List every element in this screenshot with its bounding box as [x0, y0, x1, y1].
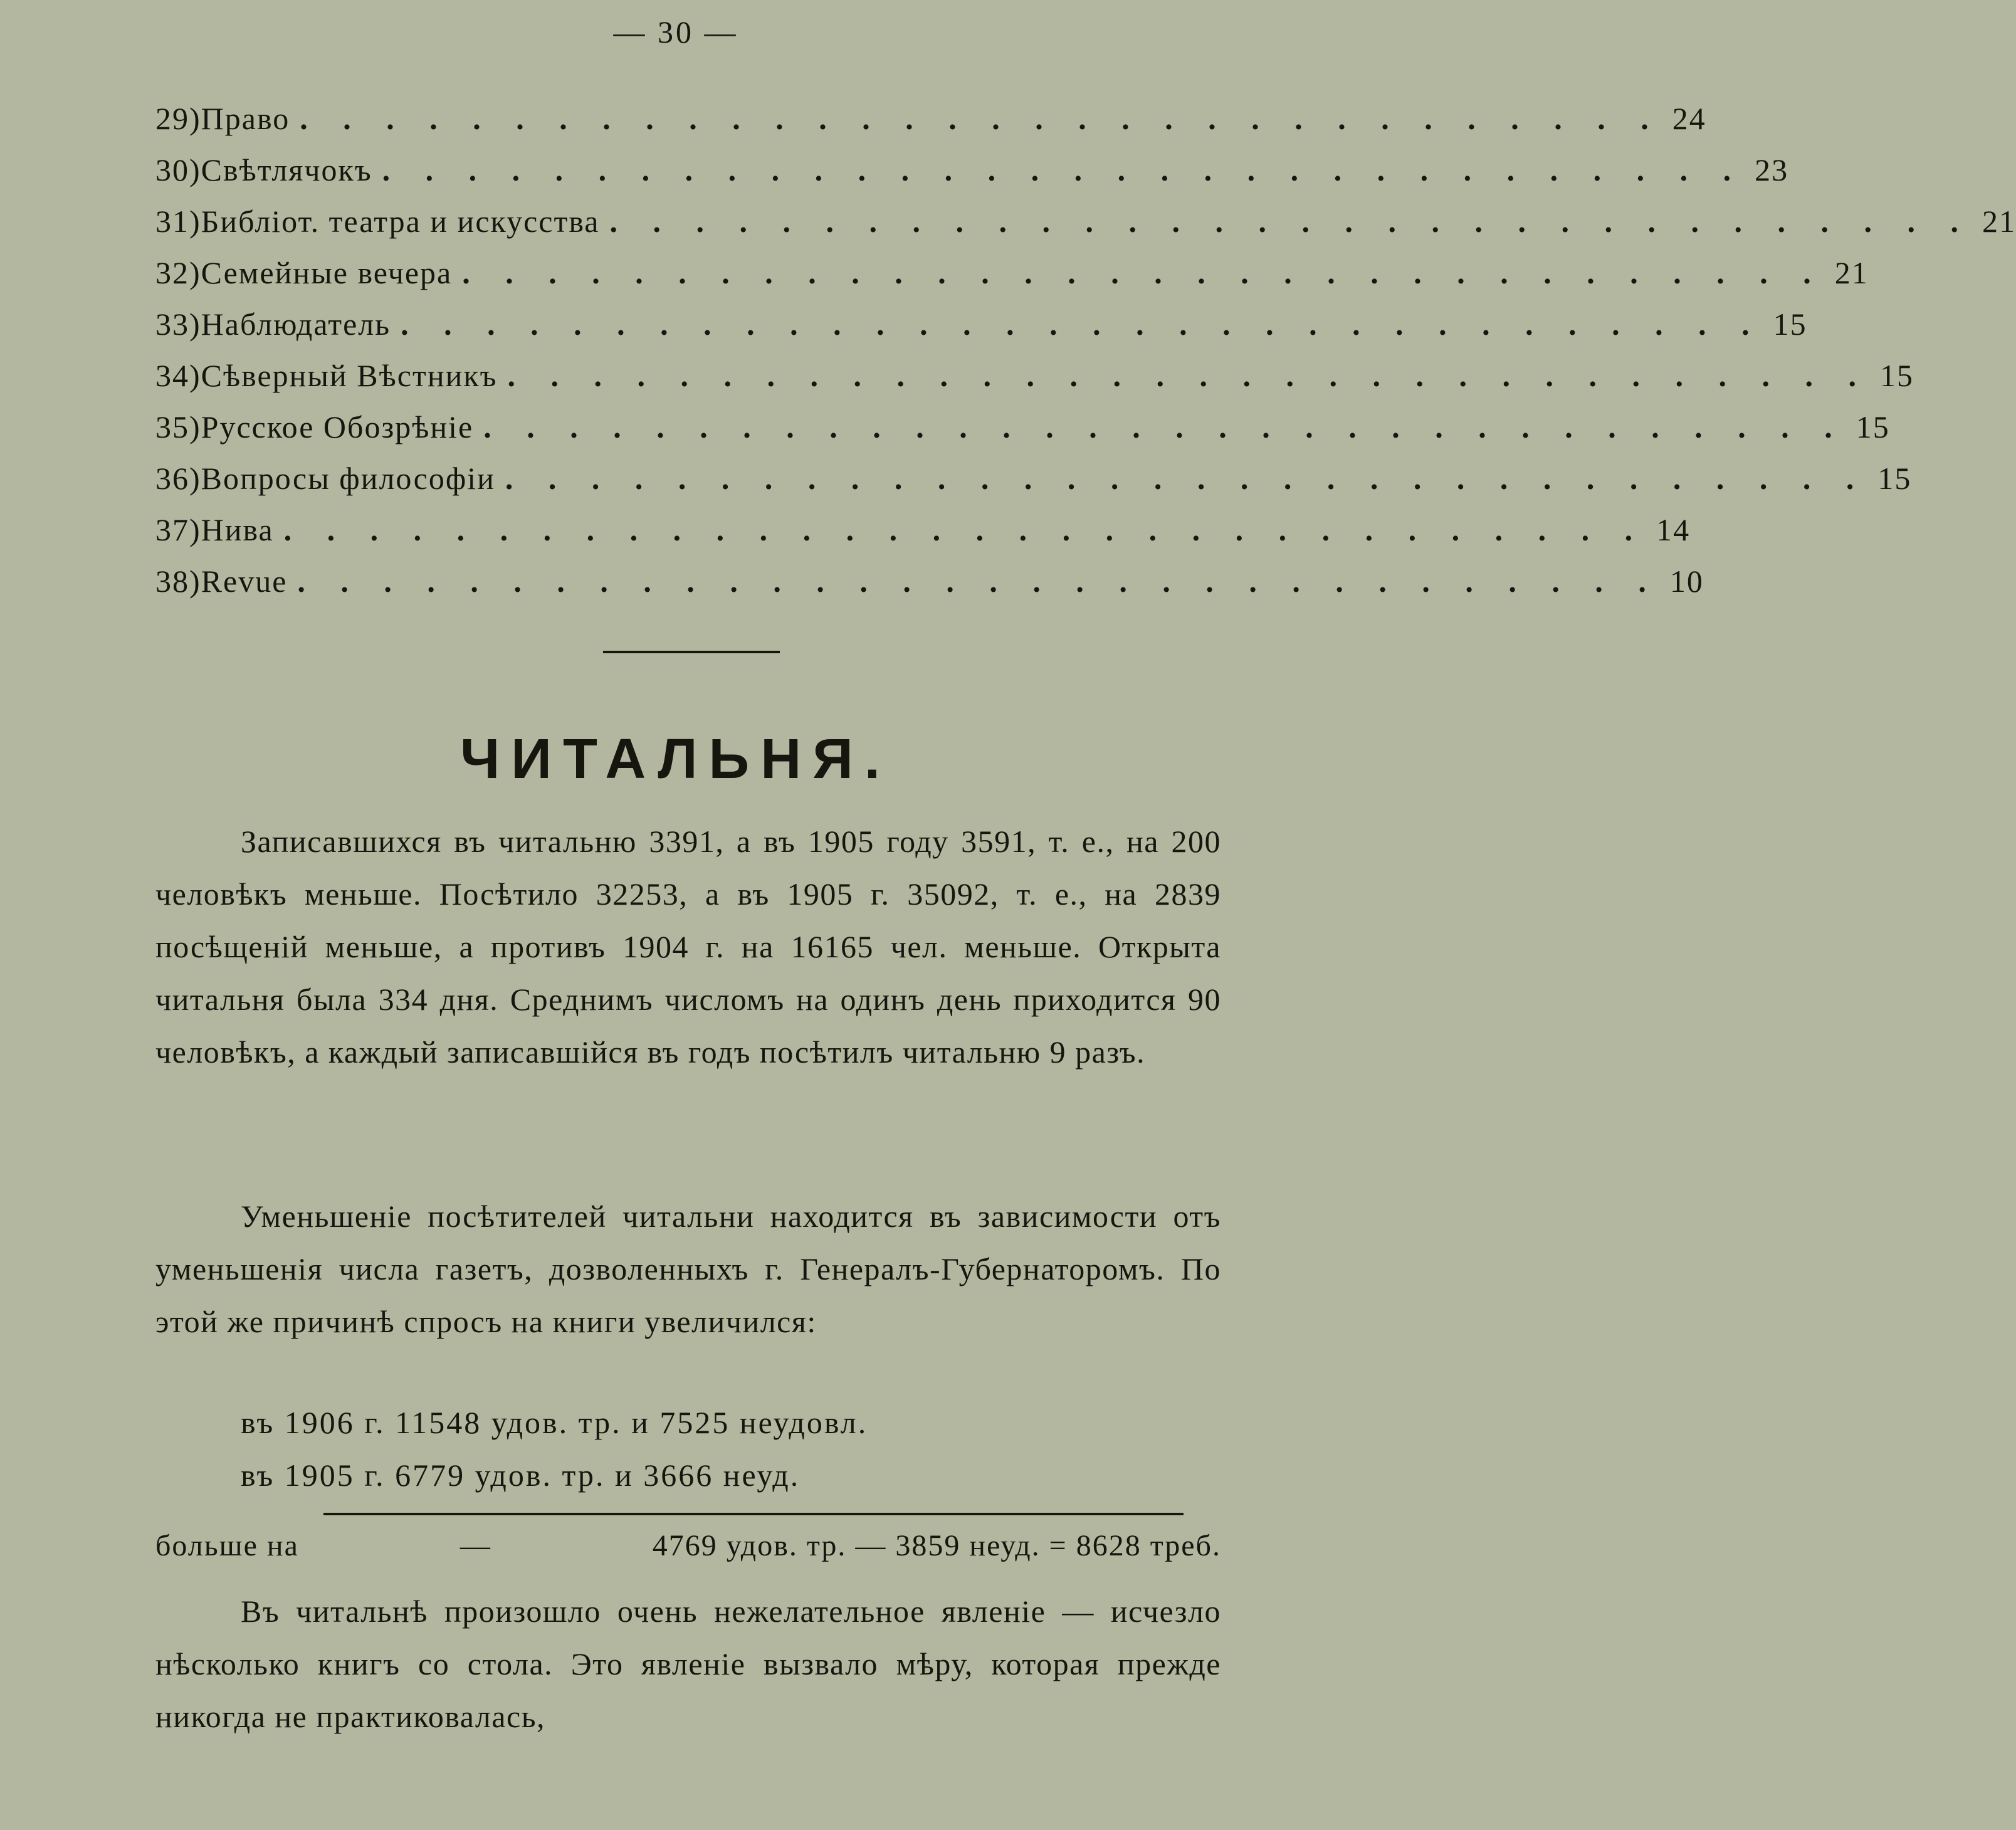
item-number: 36)	[155, 461, 201, 496]
item-count: 15	[1856, 409, 1890, 444]
item-count: 14	[1656, 512, 1691, 547]
leader-dots: . . . . . . . . . . . . . . . . . . . . . . . . . . . . . . . .	[297, 564, 1660, 599]
leader-dots: . . . . . . . . . . . . . . . . . . . . . . . . . . . . . . . .	[507, 358, 1870, 393]
section-divider	[603, 651, 780, 653]
leader-dots: . . . . . . . . . . . . . . . . . . . . . . . . . . . . . . . .	[483, 409, 1846, 444]
item-count: 15	[1879, 358, 1914, 393]
item-count: 21	[1834, 255, 1869, 290]
list-item	[155, 255, 1869, 306]
item-title: Свѣтлячокъ	[201, 152, 372, 187]
list-item	[155, 512, 1691, 563]
list-item	[155, 203, 2016, 255]
difference-line	[155, 1528, 1221, 1563]
item-number: 29)	[155, 101, 201, 136]
leader-dots: . . . . . . . . . . . . . . . . . . . . . . . . . . . . . . . .	[609, 204, 1972, 239]
list-item	[155, 306, 1807, 357]
leader-dots: . . . . . . . . . . . . . . . . . . . . . . . . . . . . . . . .	[401, 307, 1763, 342]
difference-values: 4769 удов. тр. — 3859 неуд. = 8628 треб.	[652, 1529, 1221, 1562]
item-count: 10	[1669, 564, 1704, 599]
leader-dots: . . . . . . . . . . . . . . . . . . . . . . . . . . . . . . . .	[300, 101, 1662, 136]
item-number: 34)	[155, 358, 201, 393]
list-item	[155, 460, 1912, 512]
list-item	[155, 357, 1914, 409]
item-number: 32)	[155, 255, 201, 290]
section-title: ЧИТАЛЬНЯ.	[460, 728, 891, 791]
item-title: Семейные вечера	[201, 255, 453, 290]
item-title: Нива	[201, 512, 274, 547]
item-number: 38)	[155, 564, 201, 599]
paragraph-missing-books: Въ читальнѣ произошло очень нежелательное явленіе — исчезло нѣсколько книгъ со стола. Это явленіе вызвало мѣру, которая прежде никогда не практиковалась,	[155, 1594, 1221, 1734]
paragraph-reading-room-stats: Записавшихся въ читальню 3391, а въ 1905 году 3591, т. е., на 200 человѣкъ меньше. Посѣтило 32253, а въ 1905 г. 35092, т. е., на 2839 посѣщеній меньше, а противъ 1904 г. на 16165 чел. меньше. Открыта читальня была 334 дня. Среднимъ числомъ на одинъ день приходится 90 человѣкъ, а каждый записавшійся въ годъ посѣтилъ читальню 9 разъ.	[155, 824, 1221, 1070]
leader-dots: . . . . . . . . . . . . . . . . . . . . . . . . . . . . . . . .	[505, 461, 1868, 496]
stat-line-1905: въ 1905 г. 6779 удов. тр. и 3666 неуд.	[241, 1458, 801, 1493]
item-count: 23	[1755, 152, 1789, 187]
item-number: 31)	[155, 204, 201, 239]
leader-dots: . . . . . . . . . . . . . . . . . . . . . . . . . . . . . . . .	[283, 512, 1647, 547]
item-title: Библіот. театра и искусства	[201, 204, 600, 239]
item-title: Право	[201, 101, 290, 136]
item-title: Вопросы философіи	[201, 461, 495, 496]
difference-label: больше на	[155, 1529, 299, 1562]
item-title: Русское Обозрѣніе	[201, 409, 474, 444]
item-count: 24	[1672, 101, 1706, 136]
stat-line-1906: въ 1906 г. 11548 удов. тр. и 7525 неудовл.	[241, 1405, 868, 1440]
list-item	[155, 563, 1704, 614]
paragraph-decrease-reason: Уменьшеніе посѣтителей читальни находится въ зависимости отъ уменьшенія числа газетъ, дозволенныхъ г. Генералъ-Губернаторомъ. По этой же причинѣ спросъ на книги увеличился:	[155, 1199, 1221, 1339]
item-number: 35)	[155, 409, 201, 444]
list-item	[155, 152, 1789, 203]
difference-dash: —	[459, 1529, 491, 1562]
item-number: 30)	[155, 152, 201, 187]
sum-rule	[323, 1513, 1184, 1515]
list-item	[155, 100, 1706, 152]
item-number: 33)	[155, 307, 201, 342]
item-title: Сѣверный Вѣстникъ	[201, 358, 498, 393]
leader-dots: . . . . . . . . . . . . . . . . . . . . . . . . . . . . . . . .	[382, 152, 1745, 187]
periodicals-list	[155, 100, 2016, 614]
item-count: 15	[1877, 461, 1912, 496]
item-title: Revue	[201, 564, 288, 599]
item-title: Наблюдатель	[201, 307, 391, 342]
item-count: 15	[1773, 307, 1807, 342]
item-count: 21	[1982, 204, 2016, 239]
page-number: — 30 —	[613, 14, 738, 50]
leader-dots: . . . . . . . . . . . . . . . . . . . . . . . . . . . . . . . .	[462, 255, 1825, 290]
list-item	[155, 409, 1890, 460]
item-number: 37)	[155, 512, 201, 547]
